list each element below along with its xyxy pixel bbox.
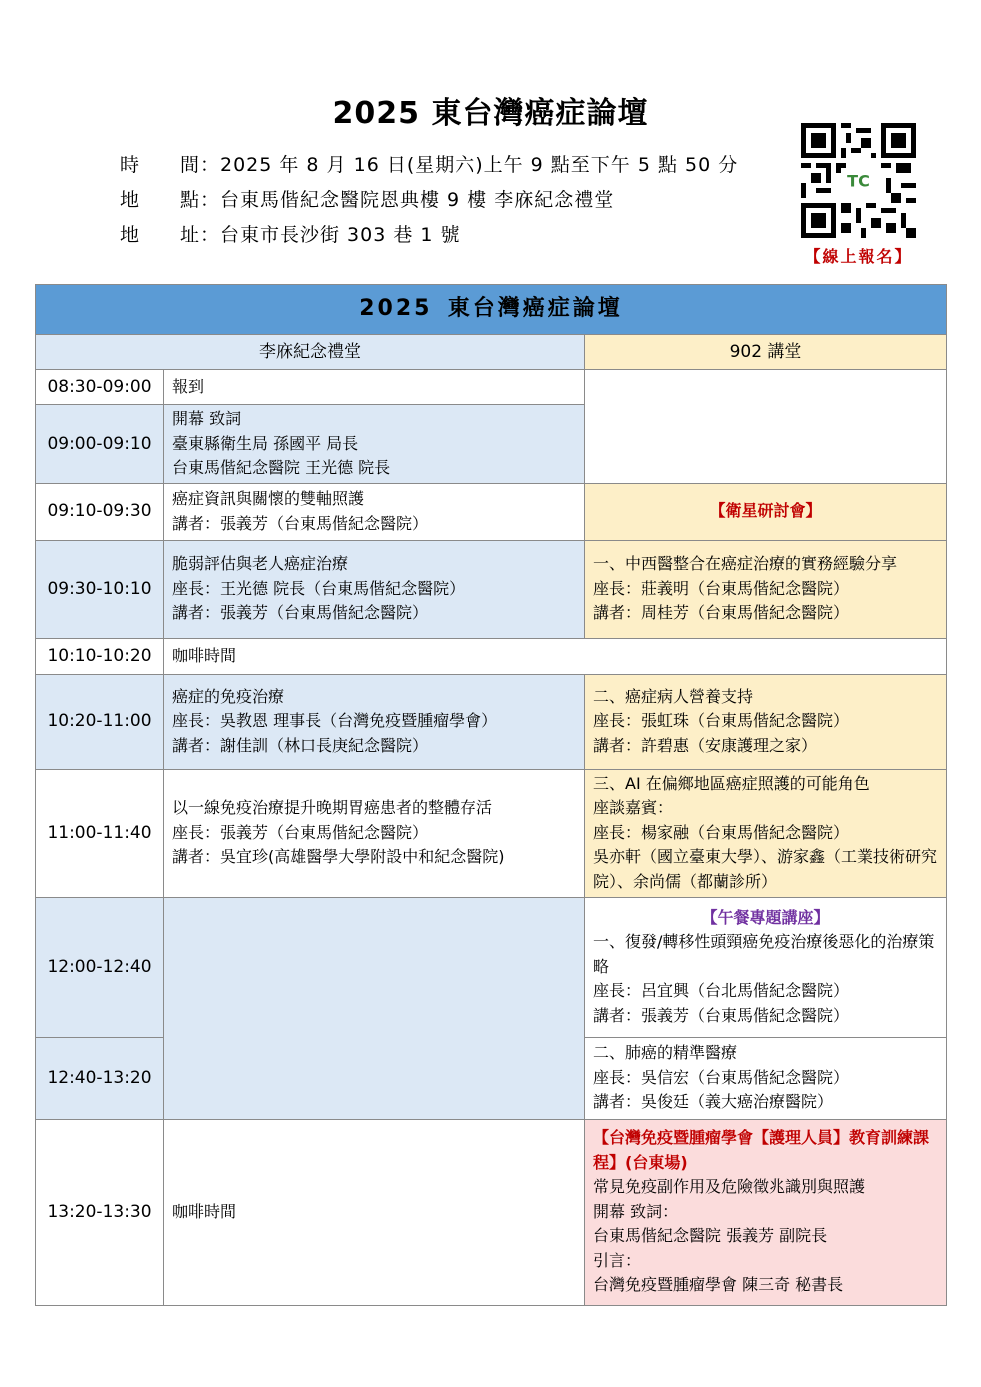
session-line: 講者：謝佳訓（林口長庚紀念醫院） bbox=[172, 735, 429, 755]
nursing-course-title: 【台灣免疫暨腫瘤學會【護理人員】教育訓練課程】(台東場) bbox=[593, 1128, 930, 1172]
session-line: 吳亦軒（國立臺東大學）、游家鑫（工業技術研究院）、余尚儒（都蘭診所） bbox=[593, 847, 938, 891]
qr-logo: TC bbox=[847, 171, 870, 191]
session-line: 脆弱評估與老人癌症治療 bbox=[172, 554, 349, 574]
time-cell: 09:00-09:10 bbox=[36, 405, 164, 484]
session-line: 臺東縣衛生局 孫國平 局長 bbox=[172, 433, 359, 453]
lunch-session-1 bbox=[585, 897, 947, 1037]
info-address bbox=[120, 220, 461, 247]
session-line: 癌症的免疫治療 bbox=[172, 686, 285, 706]
session-line: 座長：王光德 院長（台東馬偕紀念醫院） bbox=[172, 578, 466, 598]
time-cell: 08:30-09:00 bbox=[36, 370, 164, 405]
session-line: 台灣免疫暨腫瘤學會 陳三奇 秘書長 bbox=[593, 1275, 844, 1295]
session-line: 座長：莊義明（台東馬偕紀念醫院） bbox=[593, 578, 850, 598]
coffee-break: 咖啡時間 bbox=[164, 1119, 585, 1305]
lunch-session-2 bbox=[585, 1037, 947, 1119]
satellite-session-2 bbox=[585, 674, 947, 769]
session-line: 座長：呂宜興（台北馬偕紀念醫院） bbox=[593, 981, 850, 1001]
info-place bbox=[120, 185, 614, 212]
info-time bbox=[120, 150, 738, 177]
session-line: 講者：吳俊廷（義大癌治療醫院） bbox=[593, 1092, 834, 1112]
session-opening bbox=[164, 405, 585, 484]
empty-cell bbox=[585, 370, 947, 484]
session-line: 講者：周桂芳（台東馬偕紀念醫院） bbox=[593, 603, 850, 623]
session-line: 講者：張義芳（台東馬偕紀念醫院） bbox=[593, 1005, 850, 1025]
session-line: 二、癌症病人營養支持 bbox=[593, 686, 754, 706]
time-cell: 12:00-12:40 bbox=[36, 897, 164, 1037]
column-header-main-hall: 李庥紀念禮堂 bbox=[36, 335, 585, 370]
info-place-value: 台東馬偕紀念醫院恩典樓 9 樓 李庥紀念禮堂 bbox=[220, 189, 615, 211]
time-cell: 10:20-11:00 bbox=[36, 674, 164, 769]
session-line: 三、AI 在偏鄉地區癌症照護的可能角色 bbox=[593, 773, 870, 793]
session-line: 座長：張義芳（台東馬偕紀念醫院） bbox=[172, 822, 429, 842]
session-line: 座長：吳教恩 理事長（台灣免疫暨腫瘤學會） bbox=[172, 711, 498, 731]
registration-caption[interactable]: 【線上報名】 bbox=[804, 247, 913, 266]
time-cell: 10:10-10:20 bbox=[36, 638, 164, 674]
lunch-symposium-title: 【午餐專題講座】 bbox=[701, 907, 830, 927]
session-line: 台東馬偕紀念醫院 王光德 院長 bbox=[172, 458, 391, 477]
lunch-block bbox=[164, 897, 585, 1119]
session-line: 癌症資訊與關懷的雙軸照護 bbox=[172, 489, 365, 508]
session-gastric-cancer bbox=[164, 769, 585, 897]
nursing-course bbox=[585, 1119, 947, 1305]
table-header-year: 2025 bbox=[359, 296, 433, 322]
session-immunotherapy bbox=[164, 674, 585, 769]
session-line: 座談嘉賓： bbox=[593, 798, 674, 818]
table-header-title: 東台灣癌症論壇 bbox=[447, 296, 623, 322]
session-line: 一、中西醫整合在癌症治療的實務經驗分享 bbox=[593, 554, 898, 574]
satellite-session-3 bbox=[585, 769, 947, 897]
session-line: 座長：張虹珠（台東馬偕紀念醫院） bbox=[593, 711, 850, 731]
info-time-label: 時 間： bbox=[120, 154, 221, 176]
info-address-value: 台東市長沙街 303 巷 1 號 bbox=[220, 224, 461, 246]
session-line: 講者：許碧惠（安康護理之家） bbox=[593, 735, 818, 755]
registration-qr-code[interactable] bbox=[801, 123, 916, 238]
column-header-room-902: 902 講堂 bbox=[585, 335, 947, 370]
session-line: 講者：吳宜珍(高雄醫學大學附設中和紀念醫院) bbox=[172, 847, 505, 867]
time-cell: 09:10-09:30 bbox=[36, 483, 164, 540]
info-place-label: 地 點： bbox=[120, 189, 221, 211]
satellite-symposium-title: 【衛星研討會】 bbox=[585, 483, 947, 540]
session-line: 講者：張義芳（台東馬偕紀念醫院） bbox=[172, 603, 429, 623]
time-cell: 11:00-11:40 bbox=[36, 769, 164, 897]
schedule-table bbox=[35, 284, 947, 1306]
session-line: 引言： bbox=[593, 1250, 642, 1270]
satellite-session-1 bbox=[585, 540, 947, 638]
session-line: 座長：楊家融（台東馬偕紀念醫院） bbox=[593, 822, 850, 842]
time-cell: 13:20-13:30 bbox=[36, 1119, 164, 1305]
info-address-label: 地 址： bbox=[120, 224, 221, 246]
time-cell: 09:30-10:10 bbox=[36, 540, 164, 638]
session-geriatric bbox=[164, 540, 585, 638]
session-line: 講者：張義芳（台東馬偕紀念醫院） bbox=[172, 513, 429, 533]
session-line: 座長：吳信宏（台東馬偕紀念醫院） bbox=[593, 1067, 850, 1087]
info-time-value: 2025 年 8 月 16 日(星期六)上午 9 點至下午 5 點 50 分 bbox=[220, 154, 739, 176]
coffee-break: 咖啡時間 bbox=[164, 638, 947, 674]
session-line: 開幕 致詞 bbox=[172, 409, 242, 428]
session-line: 二、肺癌的精準醫療 bbox=[593, 1043, 738, 1063]
time-cell: 12:40-13:20 bbox=[36, 1037, 164, 1119]
page-title: 2025 東台灣癌症論壇 bbox=[332, 96, 649, 131]
session-line: 開幕 致詞： bbox=[593, 1201, 679, 1221]
session-line: 台東馬偕紀念醫院 張義芳 副院長 bbox=[593, 1226, 828, 1246]
table-header bbox=[36, 285, 947, 335]
session-checkin: 報到 bbox=[164, 370, 585, 405]
session-line: 常見免疫副作用及危險徵兆識別與照護 bbox=[593, 1177, 866, 1197]
session-dual-care bbox=[164, 483, 585, 540]
session-line: 以一線免疫治療提升晚期胃癌患者的整體存活 bbox=[172, 798, 493, 818]
session-line: 一、復發/轉移性頭頸癌免疫治療後惡化的治療策略 bbox=[593, 932, 935, 976]
